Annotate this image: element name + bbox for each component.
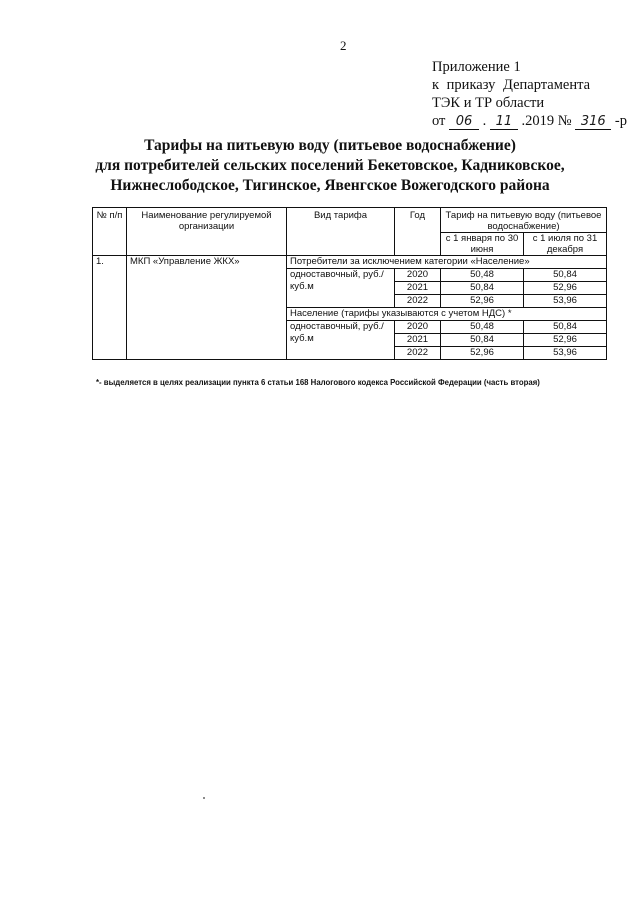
appendix-date-line [432, 112, 627, 130]
title-line-2: для потребителей сельских поселений Бекетовское, Кадниковское, [95, 157, 565, 174]
header-year: Год [395, 208, 441, 256]
appendix-block [432, 58, 627, 130]
header-number: № п/п [93, 208, 127, 256]
title-line-3: Нижнеслободское, Тигинское, Явенгское Вожегодского района [110, 177, 550, 194]
date-day: 06 [449, 114, 479, 130]
group-label: Потребители за исключением категории «Население» [287, 256, 607, 269]
appendix-line-2: к приказу Департамента [432, 77, 591, 93]
year-cell: 2022 [395, 347, 441, 360]
appendix-line-1: Приложение 1 [432, 59, 521, 75]
tariff-period-2: 53,96 [524, 347, 607, 360]
order-suffix: -р [611, 113, 627, 129]
tariff-period-2: 52,96 [524, 282, 607, 295]
group-label: Население (тарифы указываются с учетом НДС) * [287, 308, 607, 321]
year-cell: 2022 [395, 295, 441, 308]
tariff-period-1: 50,48 [441, 269, 524, 282]
tariff-kind: одноставочный, руб./куб.м [287, 269, 395, 308]
tariff-period-1: 52,96 [441, 295, 524, 308]
date-month: 11 [490, 114, 518, 130]
row-number: 1. [93, 256, 127, 360]
header-tariff-kind: Вид тарифа [287, 208, 395, 256]
tariff-period-1: 50,84 [441, 282, 524, 295]
header-organization: Наименование регулируемой организации [127, 208, 287, 256]
year-cell: 2021 [395, 282, 441, 295]
year-cell: 2020 [395, 321, 441, 334]
table-row [93, 256, 607, 269]
tariff-period-1: 52,96 [441, 347, 524, 360]
scan-speck [203, 797, 205, 799]
tariff-period-2: 50,84 [524, 269, 607, 282]
tariff-period-1: 50,84 [441, 334, 524, 347]
header-period-1: с 1 января по 30 июня [441, 233, 524, 256]
year-cell: 2021 [395, 334, 441, 347]
title-line-1: Тарифы на питьевую воду (питьевое водоснабжение) [144, 137, 516, 154]
date-prefix: от [432, 113, 446, 129]
tariff-period-2: 52,96 [524, 334, 607, 347]
year-cell: 2020 [395, 269, 441, 282]
order-number: 316 [575, 114, 611, 130]
tariff-period-1: 50,48 [441, 321, 524, 334]
date-year: .2019 № [517, 113, 572, 129]
header-tariff: Тариф на питьевую воду (питьевое водоснабжение) [441, 208, 607, 233]
header-period-2: с 1 июля по 31 декабря [524, 233, 607, 256]
tariff-kind: одноставочный, руб./куб.м [287, 321, 395, 360]
organization-name: МКП «Управление ЖКХ» [127, 256, 287, 360]
tariff-period-2: 50,84 [524, 321, 607, 334]
tariff-table [92, 207, 607, 360]
tariff-period-2: 53,96 [524, 295, 607, 308]
date-separator: . [479, 113, 490, 129]
document-title [60, 136, 600, 196]
appendix-line-3: ТЭК и ТР области [432, 95, 545, 111]
page-number: 2 [340, 38, 347, 53]
footnote: *- выделяется в целях реализации пункта 6 статьи 168 Налогового кодекса Российской Федерации (часть вторая) [96, 378, 540, 387]
